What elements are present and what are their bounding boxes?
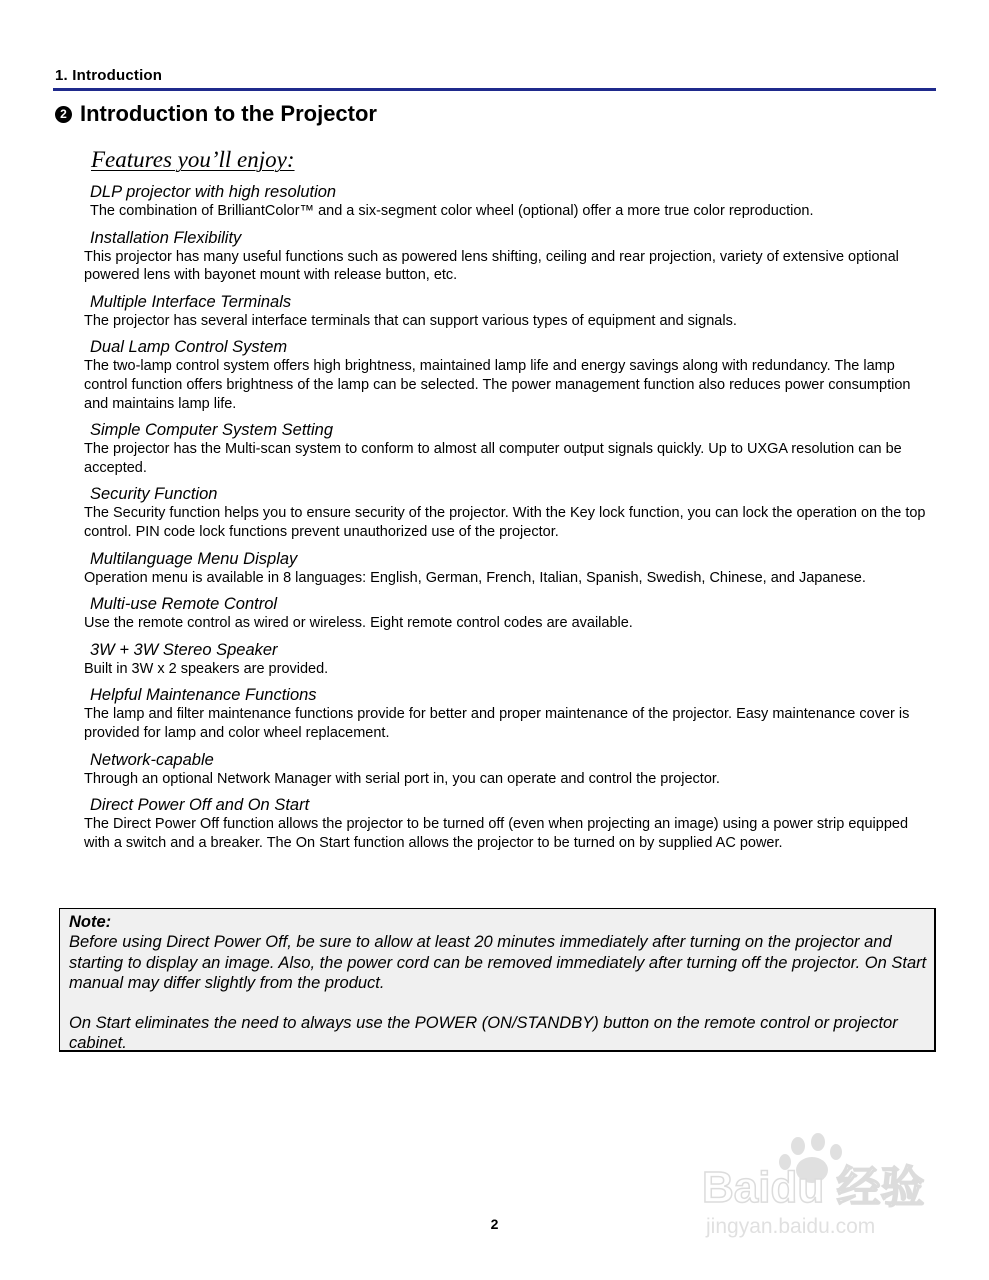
feature-item [84,484,936,541]
watermark-brand: Baidu 经验 [702,1163,925,1212]
feature-description: The lamp and filter maintenance functions provide for better and proper maintenance of the projector. Easy maintenance cover is provided for lamp and color wheel replacement. [84,706,910,741]
feature-title: DLP projector with high resolution [90,183,337,201]
feature-title: Security Function [90,485,218,504]
page-title [55,101,377,127]
feature-description: This projector has many useful functions such as powered lens shifting, ceiling and rear projection, variety of extensive optional powered lens with bayonet mount with release button, etc. [84,248,899,284]
header-rule [53,88,936,91]
feature-title: Helpful Maintenance Functions [90,686,317,705]
running-head: 1. Introduction [55,67,163,84]
features-heading: Features you’ll enjoy: [91,147,295,172]
feature-description: The two-lamp control system offers high brightness, maintained lamp life and energy savings along with redundancy. The lamp control function offers brightness of the lamp can be selected. The power management function also reduces power consumption and maintains lamp life. [84,358,911,412]
feature-title: Direct Power Off and On Start [90,796,310,815]
feature-description: The Direct Power Off function allows the projector to be turned off (even when projecting an image) using a power strip equipped with a switch and a breaker. The On Start function allows the projector to be turned on by supplied AC power. [84,816,909,851]
feature-item [84,549,936,588]
note-paragraph: On Start eliminates the need to always use the POWER (ON/STANDBY) button on the remote control or projector cabinet. [69,1014,898,1053]
feature-description: The projector has several interface terminals that can support various types of equipment and signals. [84,312,737,329]
feature-item [84,685,936,742]
numbered-bullet-icon: 2 [55,106,72,123]
feature-item [84,594,936,633]
feature-title: Installation Flexibility [90,228,242,247]
feature-item [84,640,936,679]
feature-title: Simple Computer System Setting [90,421,334,440]
feature-title: Multiple Interface Terminals [90,292,292,311]
feature-description: Built in 3W x 2 speakers are provided. [84,660,329,677]
note-paragraph: Before using Direct Power Off, be sure to allow at least 20 minutes immediately after turning on the projector and starting to display an image. Also, the power cord can be removed immediately after turning off the projector. On Start manual may differ slightly from the product. [69,933,927,992]
note-spacer [69,993,927,1013]
feature-description: The projector has the Multi-scan system to conform to almost all computer output signals quickly. Up to UXGA resolution can be accepted. [84,441,902,476]
feature-description: The Security function helps you to ensure security of the projector. With the Key lock function, you can lock the operation on the top control. PIN code lock functions prevent unauthorized use of the projector. [84,505,926,540]
feature-description: Use the remote control as wired or wireless. Eight remote control codes are available. [84,615,633,632]
feature-description: The combination of BrilliantColor™ and a six-segment color wheel (optional) offer a more true color reproduction. [90,203,814,219]
feature-title: Network-capable [90,750,214,769]
feature-item [84,750,936,789]
page-title-text: Introduction to the Projector [80,101,377,126]
feature-item [84,228,936,285]
feature-list [84,182,936,859]
watermark-url: jingyan.baidu.com [706,1215,876,1238]
feature-title: Dual Lamp Control System [90,338,288,357]
feature-item [84,337,936,413]
feature-item [84,795,936,852]
feature-title: Multilanguage Menu Display [90,549,298,568]
feature-item [84,292,936,331]
page-number: 2 [490,1216,499,1232]
feature-item [84,420,936,477]
feature-item [84,182,936,221]
feature-title: Multi-use Remote Control [90,595,278,614]
feature-title: 3W + 3W Stereo Speaker [90,640,278,659]
feature-description: Operation menu is available in 8 languages: English, German, French, Italian, Spanish, Swedish, Chinese, and Japanese. [84,569,866,586]
note-label: Note: [69,913,112,931]
feature-description: Through an optional Network Manager with serial port in, you can operate and control the projector. [84,770,720,787]
note-box [59,908,936,1052]
